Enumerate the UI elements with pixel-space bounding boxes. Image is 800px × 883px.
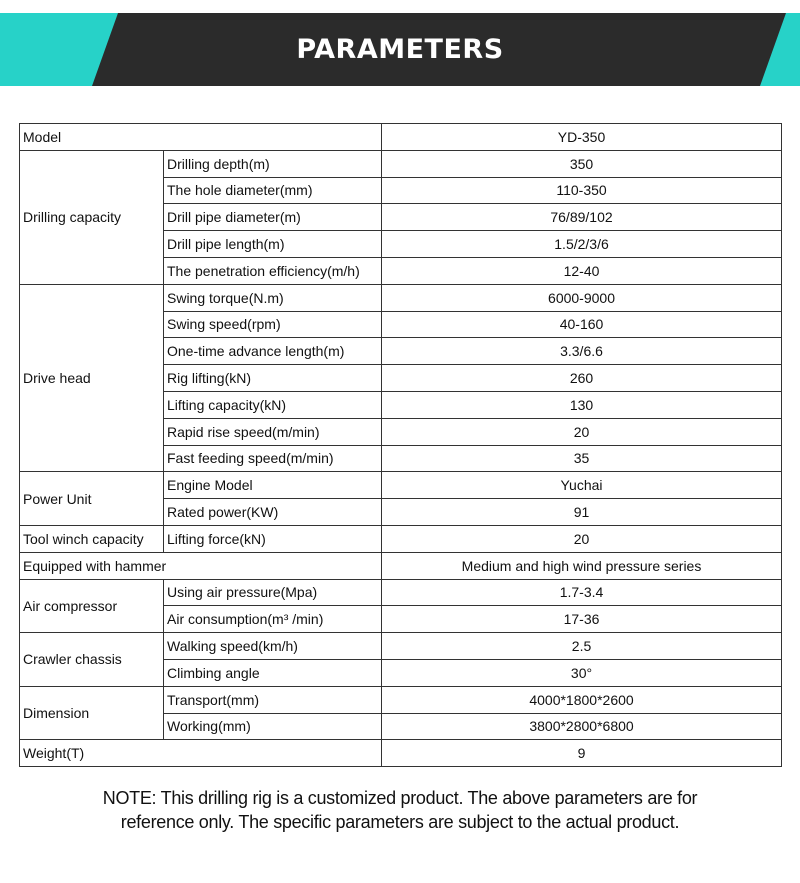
param-value: 30° xyxy=(382,659,782,686)
param-name: Engine Model xyxy=(164,472,382,499)
table-row xyxy=(20,150,782,177)
param-value: 350 xyxy=(382,150,782,177)
group-label-dimension: Dimension xyxy=(20,686,164,740)
table-row xyxy=(20,633,782,660)
param-name: Drilling depth(m) xyxy=(164,150,382,177)
parameters-table xyxy=(19,123,782,767)
param-name: Drill pipe length(m) xyxy=(164,231,382,258)
param-name: Using air pressure(Mpa) xyxy=(164,579,382,606)
table-row xyxy=(20,525,782,552)
table-row xyxy=(20,284,782,311)
model-value: YD-350 xyxy=(382,124,782,151)
param-name: Climbing angle xyxy=(164,659,382,686)
group-label-air-compressor: Air compressor xyxy=(20,579,164,633)
group-label-power-unit: Power Unit xyxy=(20,472,164,526)
param-name: Drill pipe diameter(m) xyxy=(164,204,382,231)
group-label-tool-winch: Tool winch capacity xyxy=(20,525,164,552)
param-value: 35 xyxy=(382,445,782,472)
param-name: Rapid rise speed(m/min) xyxy=(164,418,382,445)
param-value: 3800*2800*6800 xyxy=(382,713,782,740)
param-name: Working(mm) xyxy=(164,713,382,740)
page-title: PARAMETERS xyxy=(296,34,504,65)
note-line-1: NOTE: This drilling rig is a customized product. The above parameters are for xyxy=(102,788,698,808)
model-label: Model xyxy=(20,124,382,151)
table-row xyxy=(20,740,782,767)
param-name: Fast feeding speed(m/min) xyxy=(164,445,382,472)
param-name: The penetration efficiency(m/h) xyxy=(164,257,382,284)
param-value: 2.5 xyxy=(382,633,782,660)
table-row xyxy=(20,686,782,713)
weight-value: 9 xyxy=(382,740,782,767)
param-value: 91 xyxy=(382,499,782,526)
param-value: 6000-9000 xyxy=(382,284,782,311)
param-value: 12-40 xyxy=(382,257,782,284)
hammer-value: Medium and high wind pressure series xyxy=(382,552,782,579)
param-value: 40-160 xyxy=(382,311,782,338)
param-value: 76/89/102 xyxy=(382,204,782,231)
param-value: 4000*1800*2600 xyxy=(382,686,782,713)
param-name: Rig lifting(kN) xyxy=(164,365,382,392)
table-row xyxy=(20,124,782,151)
table-row xyxy=(20,472,782,499)
param-value: 3.3/6.6 xyxy=(382,338,782,365)
header-banner xyxy=(0,13,800,86)
param-value: 20 xyxy=(382,418,782,445)
group-label-crawler-chassis: Crawler chassis xyxy=(20,633,164,687)
param-value: 110-350 xyxy=(382,177,782,204)
param-value: 1.5/2/3/6 xyxy=(382,231,782,258)
param-name: Lifting force(kN) xyxy=(164,525,382,552)
param-name: Swing speed(rpm) xyxy=(164,311,382,338)
param-value: 1.7-3.4 xyxy=(382,579,782,606)
weight-label: Weight(T) xyxy=(20,740,382,767)
param-name: Transport(mm) xyxy=(164,686,382,713)
param-value: 17-36 xyxy=(382,606,782,633)
param-name: Swing torque(N.m) xyxy=(164,284,382,311)
group-label-drive-head: Drive head xyxy=(20,284,164,472)
group-label-drilling-capacity: Drilling capacity xyxy=(20,150,164,284)
param-name: Air consumption(m³ /min) xyxy=(164,606,382,633)
disclaimer-note xyxy=(0,786,800,834)
param-name: Rated power(KW) xyxy=(164,499,382,526)
param-name: The hole diameter(mm) xyxy=(164,177,382,204)
table-row xyxy=(20,579,782,606)
param-name: Lifting capacity(kN) xyxy=(164,391,382,418)
param-value: 260 xyxy=(382,365,782,392)
param-value: Yuchai xyxy=(382,472,782,499)
param-value: 130 xyxy=(382,391,782,418)
param-value: 20 xyxy=(382,525,782,552)
param-name: One-time advance length(m) xyxy=(164,338,382,365)
note-line-2: reference only. The specific parameters are subject to the actual product. xyxy=(120,812,680,832)
param-name: Walking speed(km/h) xyxy=(164,633,382,660)
table-row xyxy=(20,552,782,579)
hammer-label: Equipped with hammer xyxy=(20,552,382,579)
